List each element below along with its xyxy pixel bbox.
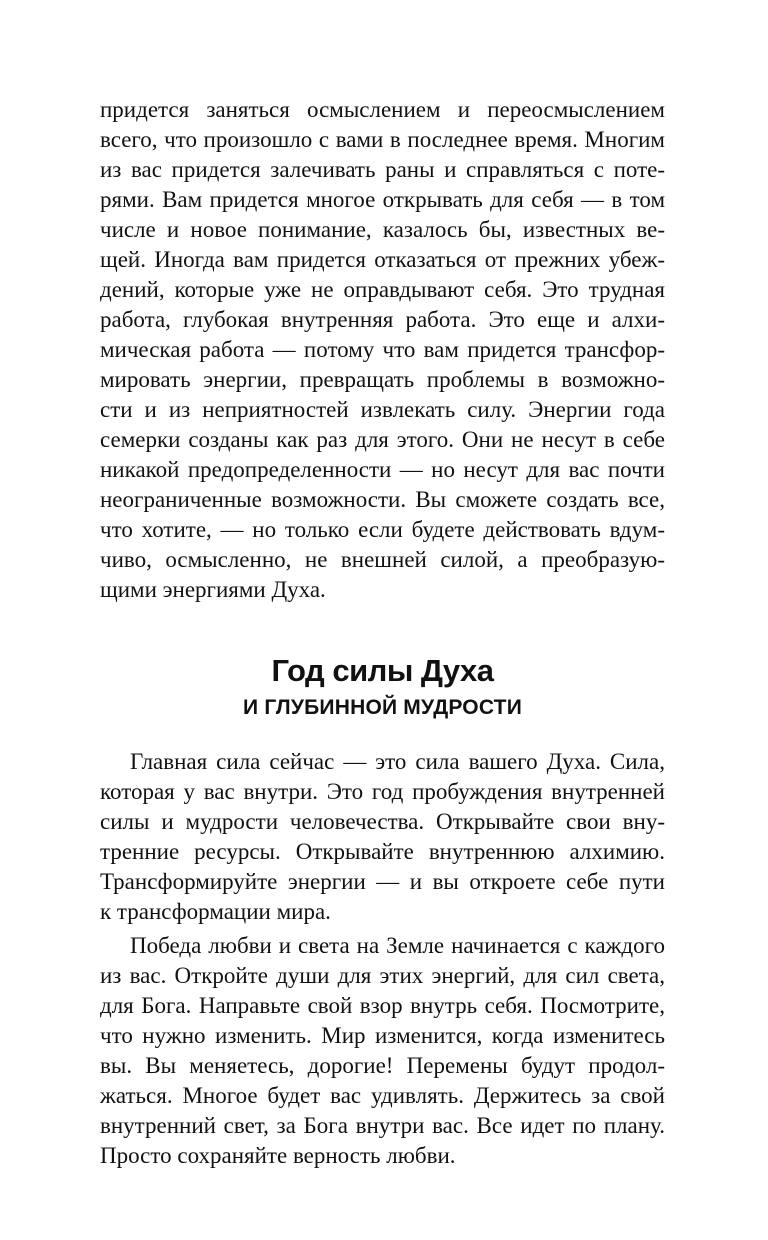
text-line: никакой предопределенности — но несут для вас почти bbox=[100, 457, 665, 482]
text-line: придется заняться осмыслением и переосмыслением bbox=[100, 97, 665, 122]
text-line: семерки созданы как раз для этого. Они не несут в себе bbox=[100, 427, 665, 452]
text-line: мическая работа — потому что вам придется трансфор- bbox=[100, 337, 665, 362]
book-page bbox=[100, 95, 665, 1171]
text-line: числе и новое понимание, казалось бы, известных ве- bbox=[100, 217, 665, 242]
text-line: мировать энергии, превращать проблемы в возможно- bbox=[100, 367, 665, 392]
text-line: что хотите, — но только если будете действовать вдум- bbox=[100, 517, 665, 542]
text-line: вы. Вы меняетесь, дорогие! Перемены будут продол- bbox=[100, 1053, 665, 1078]
text-line: силы и мудрости человечества. Открывайте свои вну- bbox=[100, 809, 665, 834]
paragraph-victory-of-love bbox=[100, 931, 665, 1171]
spacer bbox=[100, 605, 665, 651]
text-line: рями. Вам придется многое открывать для себя — в том bbox=[100, 187, 665, 212]
text-line: Трансформируйте энергии — и вы откроете себе пути bbox=[100, 869, 665, 894]
text-line: чиво, осмысленно, не внешней силой, а преобразую- bbox=[100, 547, 665, 572]
paragraph-continuation bbox=[100, 95, 665, 605]
paragraph-main-strength bbox=[100, 747, 665, 927]
text-line: щими энергиями Духа. bbox=[100, 577, 326, 602]
text-line: Просто сохраняйте верность любви. bbox=[100, 1143, 456, 1168]
text-line: для Бога. Направьте свой взор внутрь себя. Посмотрите, bbox=[100, 993, 665, 1018]
text-line: из вас. Откройте души для этих энергий, для сил света, bbox=[100, 963, 665, 988]
text-line: жаться. Многое будет вас удивлять. Держитесь за свой bbox=[100, 1083, 665, 1108]
text-line: которая у вас внутри. Это год пробуждения внутренней bbox=[100, 779, 665, 804]
heading-title: Год силы Духа bbox=[271, 653, 494, 688]
text-line: к трансформации мира. bbox=[100, 899, 331, 924]
text-line: дений, которые уже не оправдывают себя. Это трудная bbox=[100, 277, 665, 302]
text-line: Главная сила сейчас — это сила вашего Духа. Сила, bbox=[130, 749, 665, 774]
text-line: щей. Иногда вам придется отказаться от прежних убеж- bbox=[100, 247, 665, 272]
text-line: внутренний свет, за Бога внутри вас. Все идет по плану. bbox=[100, 1113, 665, 1138]
text-line: что нужно изменить. Мир изменится, когда изменитесь bbox=[100, 1023, 665, 1048]
text-line: Победа любви и света на Земле начинается с каждого bbox=[130, 933, 665, 958]
text-line: работа, глубокая внутренняя работа. Это еще и алхи- bbox=[100, 307, 665, 332]
text-line: всего, что произошло с вами в последнее время. Многим bbox=[100, 127, 665, 152]
section-heading bbox=[100, 651, 665, 725]
text-line: тренние ресурсы. Открывайте внутреннюю алхимию. bbox=[100, 839, 665, 864]
text-line: из вас придется залечивать раны и справляться с поте- bbox=[100, 157, 665, 182]
heading-subtitle: И ГЛУБИННОЙ МУДРОСТИ bbox=[243, 696, 522, 719]
spacer bbox=[100, 725, 665, 747]
text-line: неограниченные возможности. Вы сможете создать все, bbox=[100, 487, 665, 512]
text-line: сти и из неприятностей извлекать силу. Энергии года bbox=[100, 397, 665, 422]
